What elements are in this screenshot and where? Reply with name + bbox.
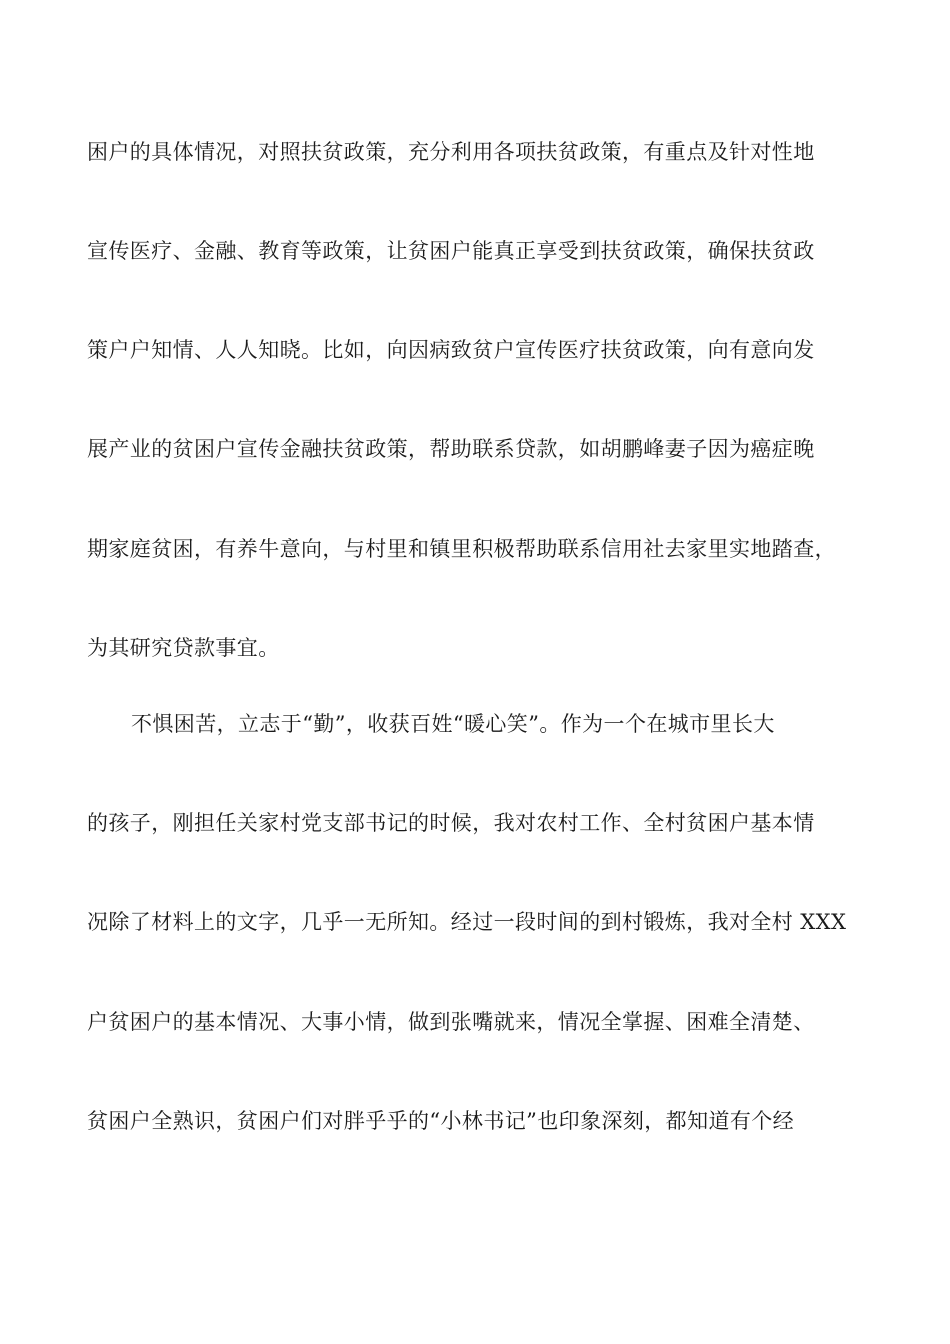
paragraph-line: 策户户知情、人人知晓。比如，向因病致贫户宣传医疗扶贫政策，向有意向发	[87, 338, 815, 362]
paragraph-line: 困户的具体情况，对照扶贫政策，充分利用各项扶贫政策，有重点及针对性地	[87, 140, 815, 164]
paragraph-line: 贫困户全熟识，贫困户们对胖乎乎的“小林书记”也印象深刻，都知道有个经	[87, 1109, 795, 1133]
paragraph-line: 展产业的贫困户宣传金融扶贫政策，帮助联系贷款，如胡鹏峰妻子因为癌症晚	[87, 437, 815, 461]
paragraph-line: 为其研究贷款事宜。	[87, 636, 280, 660]
paragraph-first-line: 不惧困苦，立志于“勤”，收获百姓“暖心笑”。作为一个在城市里长大	[131, 712, 775, 736]
paragraph-line: 户贫困户的基本情况、大事小情，做到张嘴就来，情况全掌握、困难全清楚、	[87, 1010, 815, 1034]
paragraph-line: 宣传医疗、金融、教育等政策，让贫困户能真正享受到扶贫政策，确保扶贫政	[87, 239, 815, 263]
paragraph-line: 的孩子，刚担任关家村党支部书记的时候，我对农村工作、全村贫困户基本情	[87, 811, 815, 835]
paragraph-line: 期家庭贫困，有养牛意向，与村里和镇里积极帮助联系信用社去家里实地踏查，	[87, 537, 836, 561]
paragraph-line: 况除了材料上的文字，几乎一无所知。经过一段时间的到村锻炼，我对全村 XXX	[87, 910, 847, 934]
